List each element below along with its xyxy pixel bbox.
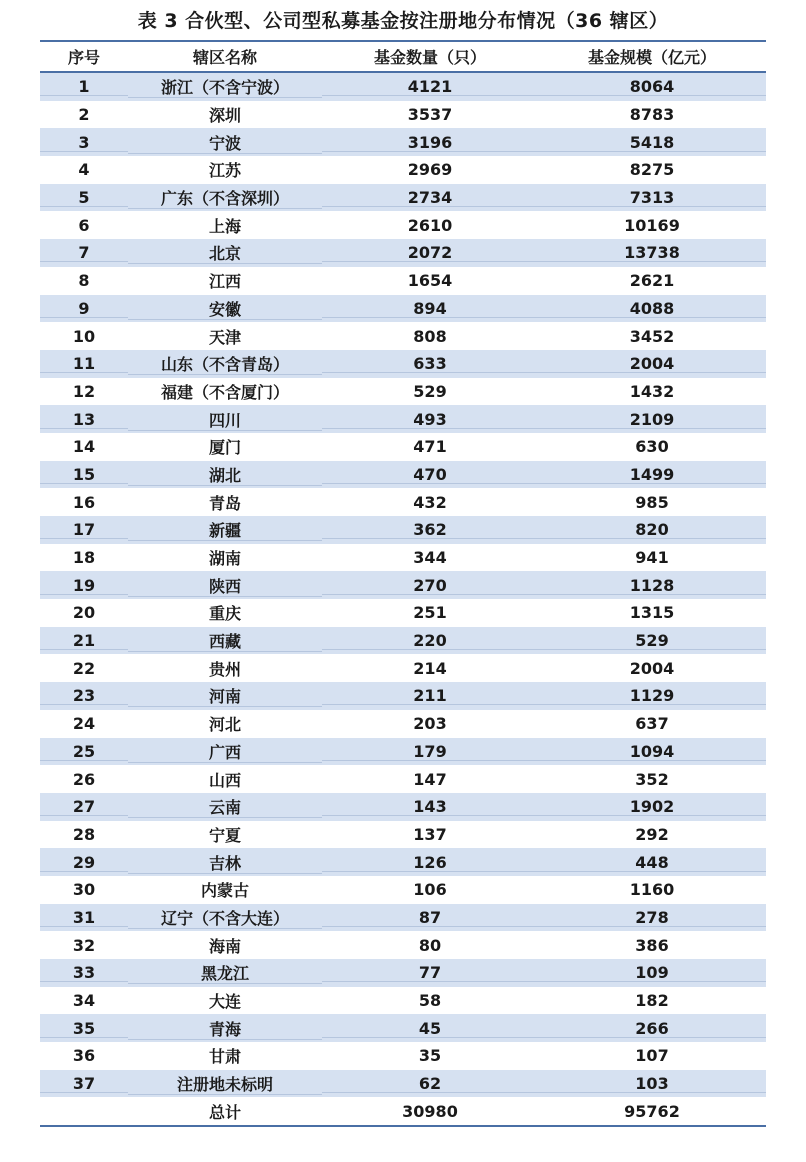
region-cell: 青岛 [208, 493, 241, 513]
total-fund-scale-cell: 95762 [624, 1101, 680, 1121]
region-cell: 广东（不含深圳） [128, 186, 322, 209]
fund-count-cell: 432 [413, 492, 447, 512]
column-header-fund-scale: 基金规模（亿元） [587, 48, 716, 67]
region-cell: 河北 [208, 715, 241, 735]
table-row [40, 184, 766, 212]
table-row [40, 156, 766, 184]
index-cell: 23 [40, 686, 128, 705]
table-row [40, 544, 766, 572]
index-cell: 16 [72, 492, 96, 512]
table-row [40, 101, 766, 129]
fund-count-cell: 344 [413, 548, 447, 568]
index-cell: 7 [40, 243, 128, 262]
index-cell: 28 [72, 824, 96, 844]
table-row [40, 405, 766, 433]
fund-scale-cell: 8064 [538, 77, 766, 96]
region-cell: 西藏 [128, 629, 322, 652]
fund-scale-cell: 941 [635, 548, 669, 568]
fund-scale-cell: 630 [635, 437, 669, 457]
table-row [40, 322, 766, 350]
index-cell: 1 [40, 77, 128, 96]
fund-scale-cell: 3452 [629, 326, 675, 346]
table-row [40, 211, 766, 239]
fund-count-cell: 2734 [322, 188, 538, 207]
fund-scale-cell: 529 [538, 631, 766, 650]
fund-scale-cell: 1094 [538, 742, 766, 761]
table-row [40, 128, 766, 156]
table-total-row [40, 1097, 766, 1125]
fund-count-cell: 62 [322, 1074, 538, 1093]
fund-count-cell: 251 [413, 603, 447, 623]
fund-scale-cell: 5418 [538, 133, 766, 152]
table-row [40, 821, 766, 849]
index-cell: 35 [40, 1019, 128, 1038]
region-cell: 深圳 [208, 106, 241, 126]
region-cell: 四川 [128, 408, 322, 431]
table-row [40, 1070, 766, 1098]
index-cell: 34 [72, 991, 96, 1011]
table-row [40, 931, 766, 959]
index-cell: 4 [78, 160, 90, 180]
fund-count-cell: 45 [322, 1019, 538, 1038]
fund-count-cell: 470 [322, 465, 538, 484]
fund-count-cell: 4121 [322, 77, 538, 96]
fund-count-cell: 211 [322, 686, 538, 705]
table-row [40, 848, 766, 876]
fund-count-cell: 2072 [322, 243, 538, 262]
region-cell: 山西 [208, 770, 241, 790]
fund-count-cell: 529 [413, 381, 447, 401]
index-cell: 3 [40, 133, 128, 152]
fund-scale-cell: 278 [538, 908, 766, 927]
index-cell: 33 [40, 963, 128, 982]
index-cell: 32 [72, 935, 96, 955]
fund-count-cell: 270 [322, 576, 538, 595]
index-cell: 5 [40, 188, 128, 207]
index-cell: 11 [40, 354, 128, 373]
region-cell: 福建（不含厦门） [160, 382, 289, 402]
region-cell: 厦门 [208, 438, 241, 458]
region-cell: 广西 [128, 740, 322, 763]
fund-scale-cell: 10169 [624, 215, 680, 235]
index-cell: 26 [72, 769, 96, 789]
fund-count-cell: 220 [322, 631, 538, 650]
table-row [40, 599, 766, 627]
table-row [40, 959, 766, 987]
table-row [40, 1014, 766, 1042]
table-row [40, 350, 766, 378]
fund-count-cell: 137 [413, 824, 447, 844]
region-cell: 甘肃 [208, 1047, 241, 1067]
table-row [40, 738, 766, 766]
table-row [40, 765, 766, 793]
total-label-cell: 总计 [208, 1102, 241, 1122]
table-row [40, 378, 766, 406]
fund-count-cell: 179 [322, 742, 538, 761]
fund-scale-cell: 13738 [538, 243, 766, 262]
fund-scale-cell: 182 [635, 991, 669, 1011]
fund-count-cell: 362 [322, 520, 538, 539]
region-cell: 内蒙古 [200, 881, 249, 901]
table-row [40, 461, 766, 489]
fund-count-cell: 2610 [407, 215, 453, 235]
table-row [40, 876, 766, 904]
fund-scale-cell: 7313 [538, 188, 766, 207]
index-cell: 18 [72, 548, 96, 568]
fund-count-cell: 3196 [322, 133, 538, 152]
fund-count-cell: 1654 [407, 271, 453, 291]
table-title: 表 3 合伙型、公司型私募基金按注册地分布情况（36 辖区） [137, 10, 669, 32]
table-row [40, 1042, 766, 1070]
region-cell: 云南 [128, 795, 322, 818]
table-row [40, 571, 766, 599]
table-body [40, 73, 766, 1097]
table-row [40, 73, 766, 101]
fund-scale-cell: 386 [635, 935, 669, 955]
index-cell: 2 [78, 105, 90, 125]
fund-scale-cell: 352 [635, 769, 669, 789]
region-cell: 辽宁（不含大连） [128, 906, 322, 929]
fund-scale-cell: 1315 [629, 603, 675, 623]
fund-count-cell: 87 [322, 908, 538, 927]
region-cell: 上海 [208, 216, 241, 236]
index-cell: 22 [72, 658, 96, 678]
fund-scale-cell: 2109 [538, 410, 766, 429]
fund-scale-cell: 266 [538, 1019, 766, 1038]
region-cell: 天津 [208, 327, 241, 347]
table-row [40, 710, 766, 738]
region-cell: 浙江（不含宁波） [128, 75, 322, 98]
region-cell: 贵州 [208, 659, 241, 679]
table-row [40, 433, 766, 461]
fund-count-cell: 80 [418, 935, 442, 955]
index-cell: 10 [72, 326, 96, 346]
fund-count-cell: 633 [322, 354, 538, 373]
region-cell: 大连 [208, 992, 241, 1012]
region-cell: 黑龙江 [128, 961, 322, 984]
fund-scale-cell: 448 [538, 853, 766, 872]
fund-count-cell: 214 [413, 658, 447, 678]
column-header-index: 序号 [67, 48, 100, 67]
index-cell: 36 [72, 1046, 96, 1066]
fund-count-cell: 106 [413, 880, 447, 900]
fund-count-cell: 471 [413, 437, 447, 457]
fund-scale-cell: 637 [635, 714, 669, 734]
region-cell: 江苏 [208, 161, 241, 181]
index-cell: 12 [72, 381, 96, 401]
fund-scale-cell: 820 [538, 520, 766, 539]
region-cell: 海南 [208, 936, 241, 956]
fund-scale-cell: 107 [635, 1046, 669, 1066]
fund-scale-cell: 2621 [629, 271, 675, 291]
fund-count-cell: 58 [418, 991, 442, 1011]
index-cell: 14 [72, 437, 96, 457]
table-row [40, 239, 766, 267]
index-cell: 21 [40, 631, 128, 650]
fund-count-cell: 3537 [407, 105, 453, 125]
fund-scale-cell: 1432 [629, 381, 675, 401]
fund-scale-cell: 103 [538, 1074, 766, 1093]
table-row [40, 295, 766, 323]
index-cell: 31 [40, 908, 128, 927]
fund-count-cell: 808 [413, 326, 447, 346]
table-header-row [40, 42, 766, 73]
fund-count-cell: 894 [322, 299, 538, 318]
region-cell: 山东（不含青岛） [128, 352, 322, 375]
region-cell: 新疆 [128, 518, 322, 541]
region-cell: 重庆 [208, 604, 241, 624]
fund-count-cell: 126 [322, 853, 538, 872]
index-cell: 9 [40, 299, 128, 318]
index-cell: 30 [72, 880, 96, 900]
region-cell: 北京 [128, 241, 322, 264]
region-cell: 注册地未标明 [128, 1072, 322, 1095]
table-row [40, 267, 766, 295]
index-cell: 29 [40, 853, 128, 872]
table-row [40, 488, 766, 516]
fund-scale-cell: 292 [635, 824, 669, 844]
fund-distribution-table [40, 40, 766, 1127]
fund-scale-cell: 985 [635, 492, 669, 512]
fund-scale-cell: 4088 [538, 299, 766, 318]
region-cell: 宁夏 [208, 825, 241, 845]
index-cell: 37 [40, 1074, 128, 1093]
fund-count-cell: 147 [413, 769, 447, 789]
region-cell: 湖北 [128, 463, 322, 486]
index-cell: 19 [40, 576, 128, 595]
fund-count-cell: 35 [418, 1046, 442, 1066]
table-row [40, 682, 766, 710]
fund-scale-cell: 2004 [538, 354, 766, 373]
fund-scale-cell: 1129 [538, 686, 766, 705]
fund-count-cell: 77 [322, 963, 538, 982]
column-header-fund-count: 基金数量（只） [373, 48, 486, 67]
fund-scale-cell: 1160 [629, 880, 675, 900]
fund-scale-cell: 1902 [538, 797, 766, 816]
region-cell: 安徽 [128, 297, 322, 320]
index-cell: 8 [78, 271, 90, 291]
table-row [40, 793, 766, 821]
fund-scale-cell: 1499 [538, 465, 766, 484]
total-fund-count-cell: 30980 [402, 1101, 458, 1121]
fund-scale-cell: 2004 [629, 658, 675, 678]
region-cell: 青海 [128, 1017, 322, 1040]
fund-count-cell: 203 [413, 714, 447, 734]
index-cell: 24 [72, 714, 96, 734]
column-header-region: 辖区名称 [192, 48, 257, 67]
index-cell: 13 [40, 410, 128, 429]
table-row [40, 654, 766, 682]
index-cell: 20 [72, 603, 96, 623]
index-cell: 17 [40, 520, 128, 539]
table-row [40, 516, 766, 544]
fund-count-cell: 143 [322, 797, 538, 816]
fund-scale-cell: 109 [538, 963, 766, 982]
fund-count-cell: 493 [322, 410, 538, 429]
fund-scale-cell: 8783 [629, 105, 675, 125]
region-cell: 宁波 [128, 131, 322, 154]
region-cell: 吉林 [128, 851, 322, 874]
fund-scale-cell: 1128 [538, 576, 766, 595]
region-cell: 河南 [128, 684, 322, 707]
region-cell: 湖南 [208, 549, 241, 569]
index-cell: 6 [78, 215, 90, 235]
index-cell: 15 [40, 465, 128, 484]
fund-count-cell: 2969 [407, 160, 453, 180]
fund-scale-cell: 8275 [629, 160, 675, 180]
table-row [40, 627, 766, 655]
index-cell: 27 [40, 797, 128, 816]
index-cell: 25 [40, 742, 128, 761]
table-row [40, 987, 766, 1015]
table-row [40, 904, 766, 932]
region-cell: 陕西 [128, 574, 322, 597]
region-cell: 江西 [208, 272, 241, 292]
